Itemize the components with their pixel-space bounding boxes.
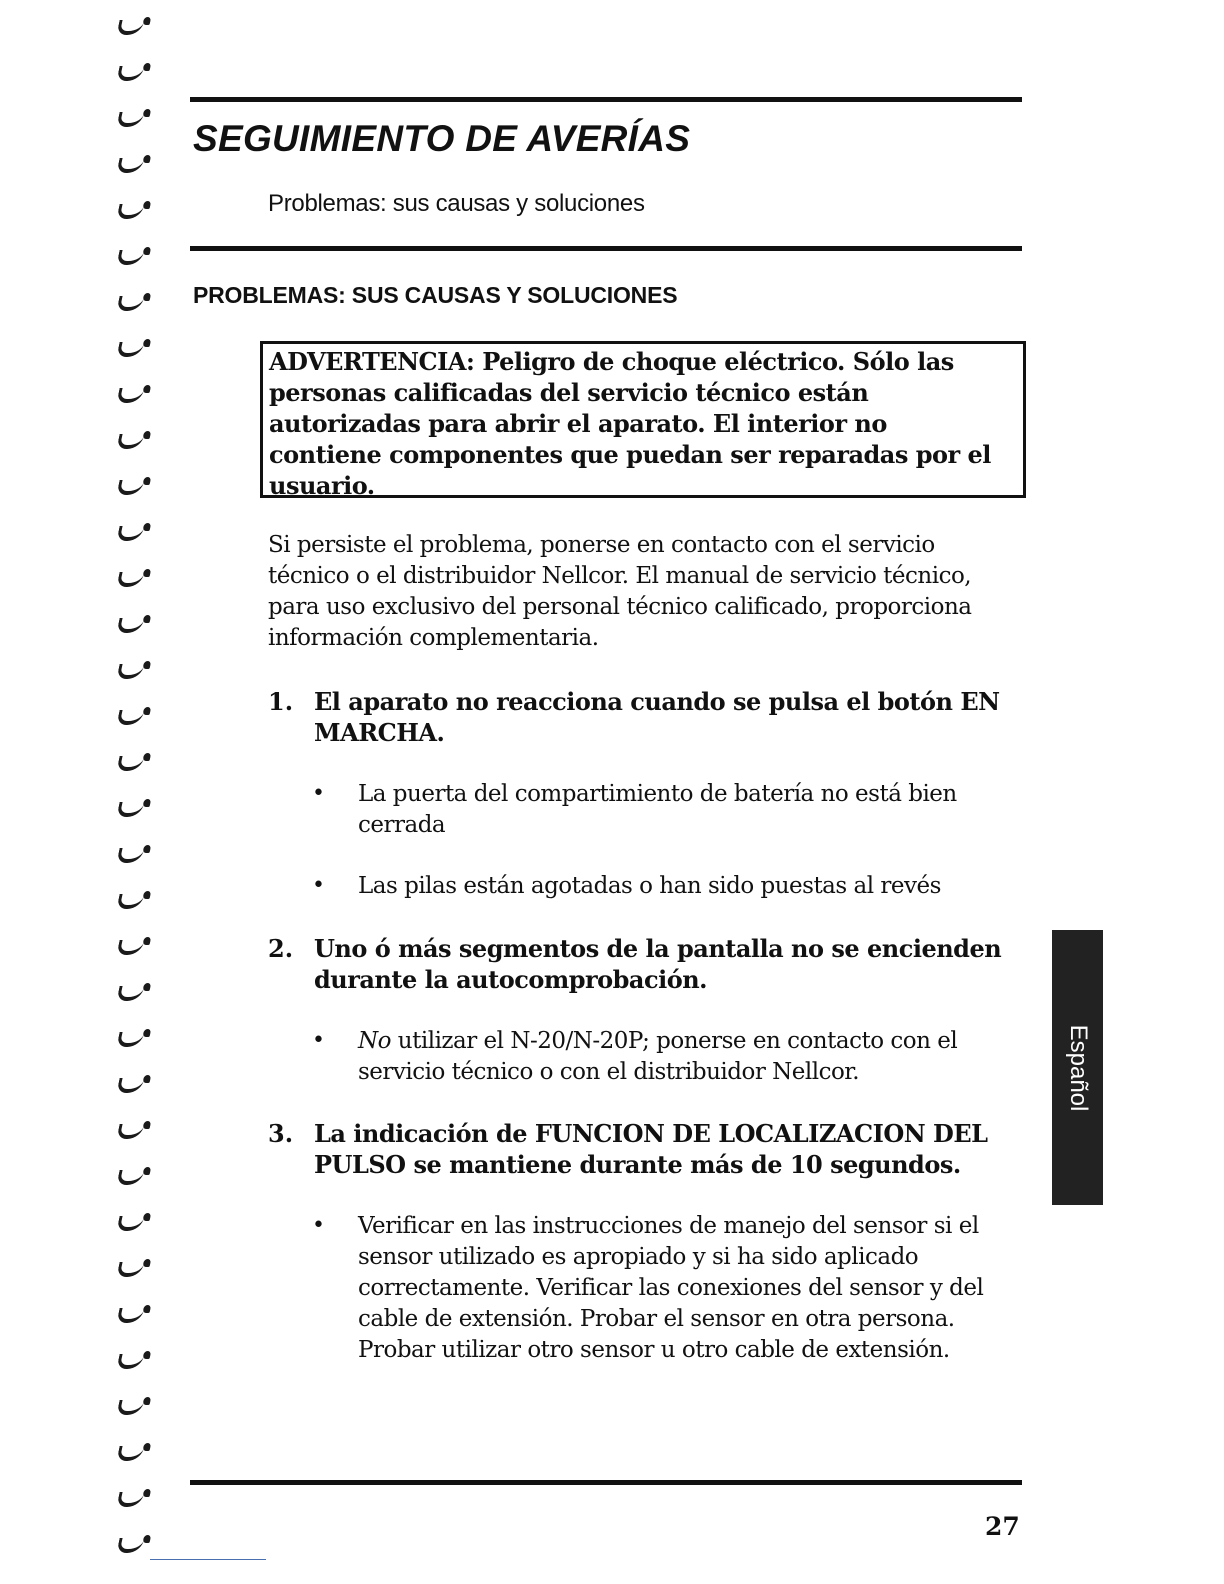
page-number: 27: [985, 1512, 1020, 1541]
binding-ring-icon: [116, 296, 144, 311]
bullet-line-rest: utilizar el N-20/N-20P; ponerse en contacto con el: [390, 1028, 958, 1054]
bullet-line: servicio técnico o con el distribuidor Nellcor.: [358, 1059, 860, 1085]
binding-ring-icon: [116, 480, 144, 495]
binding-ring-icon: [116, 1492, 144, 1507]
warning-line: contiene componentes que puedan ser reparadas por el: [269, 440, 991, 469]
binding-ring-icon: [116, 204, 144, 219]
problem-text: [314, 933, 1024, 995]
binding-ring-icon: [116, 1262, 144, 1277]
problem-line: durante la autocomprobación.: [314, 965, 708, 994]
problem-line: La indicación de FUNCION DE LOCALIZACION DEL: [314, 1119, 988, 1148]
intro-line: Si persiste el problema, ponerse en contacto con el servicio: [268, 532, 935, 558]
bullet-line: Las pilas están agotadas o han sido puestas al revés: [358, 873, 941, 899]
problem-line: El aparato no reacciona cuando se pulsa el botón EN: [314, 687, 1000, 716]
binding-ring-icon: [116, 986, 144, 1001]
bullet-line: Probar utilizar otro sensor u otro cable de extensión.: [358, 1337, 950, 1363]
problem-line: PULSO se mantiene durante más de 10 segundos.: [314, 1150, 961, 1179]
language-tab: [1052, 930, 1103, 1205]
page-subtitle: Problemas: sus causas y soluciones: [268, 190, 645, 217]
bullet-text: [358, 1211, 1018, 1366]
binding-ring-icon: [116, 572, 144, 587]
bullet-line: Verificar en las instrucciones de manejo del sensor si el: [358, 1213, 979, 1239]
binding-ring-icon: [116, 894, 144, 909]
binding-ring-icon: [116, 158, 144, 173]
binding-ring-icon: [116, 802, 144, 817]
bullet-line: cable de extensión. Probar el sensor en otra persona.: [358, 1306, 955, 1332]
binding-ring-icon: [116, 1078, 144, 1093]
binding-ring-icon: [116, 112, 144, 127]
binding-ring-icon: [116, 756, 144, 771]
problem-line: MARCHA.: [314, 718, 445, 747]
problem-number: 3.: [268, 1119, 294, 1148]
binding-ring-icon: [116, 1354, 144, 1369]
bullet-icon: •: [312, 1213, 325, 1238]
binding-ring-icon: [116, 1308, 144, 1323]
binding-ring-icon: [116, 250, 144, 265]
binding-ring-icon: [116, 388, 144, 403]
page-title: SEGUIMIENTO DE AVERÍAS: [193, 118, 691, 159]
warning-box: [260, 341, 1026, 498]
binding-ring-icon: [116, 1538, 144, 1553]
binding-ring-icon: [116, 342, 144, 357]
intro-line: información complementaria.: [268, 625, 599, 651]
warning-line: personas calificadas del servicio técnico están: [269, 378, 869, 407]
binding-ring-icon: [116, 848, 144, 863]
binding-ring-icon: [116, 66, 144, 81]
bullet-line: correctamente. Verificar las conexiones del sensor y del: [358, 1275, 984, 1301]
bullet-line: La puerta del compartimiento de batería no está bien: [358, 781, 957, 807]
footer-divider: [150, 1559, 266, 1560]
problem-text: [314, 686, 1024, 748]
binding-ring-icon: [116, 710, 144, 725]
intro-line: para uso exclusivo del personal técnico calificado, proporciona: [268, 594, 972, 620]
binding-ring-icon: [116, 1400, 144, 1415]
emphasis-word: No: [358, 1028, 391, 1054]
problem-number: 2.: [268, 934, 294, 963]
binding-ring-icon: [116, 1446, 144, 1461]
binding-ring-icon: [116, 1170, 144, 1185]
bullet-text: [358, 1026, 1018, 1088]
binding-ring-icon: [116, 434, 144, 449]
problem-number: 1.: [268, 687, 294, 716]
binding-ring-icon: [116, 664, 144, 679]
bullet-line: [358, 1026, 1018, 1057]
bullet-icon: •: [312, 1028, 325, 1053]
bottom-rule: [190, 1480, 1022, 1485]
intro-paragraph: [268, 530, 1013, 654]
bullet-text: [358, 871, 1018, 902]
binding-ring-icon: [116, 1032, 144, 1047]
language-tab-label: Español: [1064, 1024, 1092, 1111]
bullet-text: [358, 779, 1018, 841]
problem-text: [314, 1118, 1024, 1180]
binding-ring-icon: [116, 1124, 144, 1139]
binding-ring-icon: [116, 1216, 144, 1231]
bullet-line: sensor utilizado es apropiado y si ha sido aplicado: [358, 1244, 919, 1270]
subtitle-rule: [190, 246, 1022, 251]
section-heading: PROBLEMAS: SUS CAUSAS Y SOLUCIONES: [193, 282, 678, 308]
bullet-line: cerrada: [358, 812, 446, 838]
bullet-icon: •: [312, 873, 325, 898]
warning-line: usuario.: [269, 471, 375, 500]
binding-ring-icon: [116, 618, 144, 633]
binding-ring-icon: [116, 20, 144, 35]
bullet-icon: •: [312, 781, 325, 806]
binding-ring-icon: [116, 526, 144, 541]
intro-line: técnico o el distribuidor Nellcor. El manual de servicio técnico,: [268, 563, 972, 589]
warning-line: autorizadas para abrir el aparato. El interior no: [269, 409, 887, 438]
spiral-binding: [108, 10, 158, 1570]
top-rule: [190, 97, 1022, 102]
warning-line: ADVERTENCIA: Peligro de choque eléctrico. Sólo las: [269, 347, 954, 376]
binding-ring-icon: [116, 940, 144, 955]
problem-line: Uno ó más segmentos de la pantalla no se encienden: [314, 934, 1002, 963]
